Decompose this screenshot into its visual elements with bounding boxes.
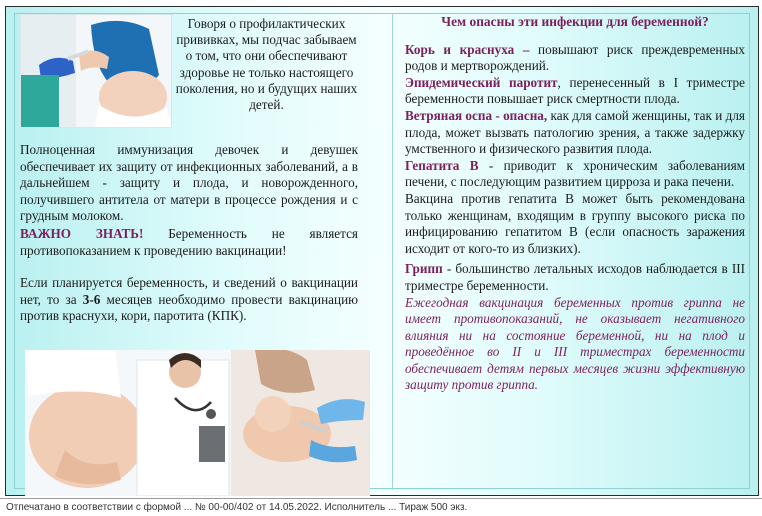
- immunization-paragraph: Полноценная иммунизация девочек и девушек обеспечивает их защиту от инфекционных заболеваний, а в дальнейшем - защиту и плода, и новорожденного, получившего антитела от матери в процессе рождения и с грудным молоком.: [20, 142, 358, 224]
- right-column: [405, 14, 745, 394]
- flu-vaccination-note: Ежегодная вакцинация беременных против гриппа не имеет противопоказаний, не оказывает негативного влияния ни на состояние беременной, ни на плод и проведённое во II и III триместрах беременности обеспечивает детям первых месяцев жизни эффективную защиту против гриппа.: [405, 294, 745, 393]
- hepatitis-paragraph: [405, 158, 745, 191]
- pregnant-woman-injection-image: [21, 15, 171, 127]
- chickenpox-label: Ветряная оспа - опасна,: [405, 107, 548, 123]
- intro-paragraph: Говоря о профилактических прививках, мы подчас забываем о том, что они обеспечивают здоровье не только настоящего поколения, но и будущих наших детей.: [175, 16, 358, 113]
- important-label: ВАЖНО ЗНАТЬ!: [20, 225, 144, 241]
- hepatitis-vaccine-paragraph: Вакцина против гепатита В может быть рекомендована только женщинам, входящим в группу высокого риска по инфицированию гепатитом В (если опасность заражения исходит от кого-то из близких).: [405, 190, 745, 256]
- plan-months: 3-6: [82, 291, 101, 307]
- intro-text: [175, 16, 358, 113]
- important-text: Беременность не является противопоказанием к проведению вакцинации!: [20, 225, 358, 258]
- mumps-label: Эпидемический паротит: [405, 74, 558, 90]
- chickenpox-paragraph: [405, 108, 745, 158]
- column-divider: [392, 13, 393, 490]
- prenatal-care-image: [25, 350, 370, 496]
- measles-label: Корь и краснуха –: [405, 41, 530, 57]
- footer-text: Отпечатано в соответствии с формой ... № 00-00/402 от 14.05.2022. Исполнитель ... Тираж 500 экз.: [6, 502, 468, 513]
- left-column-body: [20, 142, 358, 325]
- vaccination-photo: [20, 14, 172, 128]
- flu-label: Грипп: [405, 261, 443, 277]
- measles-paragraph: [405, 42, 745, 75]
- planning-paragraph: [20, 275, 358, 325]
- doctor-and-baby-photo: [25, 350, 370, 496]
- hepatitis-label: Гепатита В: [405, 157, 479, 173]
- footer-strip: [0, 498, 762, 516]
- important-paragraph: [20, 226, 358, 259]
- mumps-text: , перенесенный в I триместре беременности повышает риск смертности плода.: [405, 74, 745, 107]
- chickenpox-text: как для самой женщины, так и для плода, может вызвать патологию зрения, а также задержку умственного и физического развития плода.: [405, 107, 745, 157]
- hepatitis-text: - приводит к хроническим заболеваниям печени, с последующим развитием цирроза и рака печени.: [405, 157, 745, 190]
- flu-text: - большинство летальных исходов наблюдается в III триместре беременности.: [405, 261, 745, 293]
- measles-text: повышают риск преждевременных родов и мертворождений.: [405, 41, 745, 74]
- infections-heading: Чем опасны эти инфекции для беременной?: [441, 14, 709, 29]
- plan-text-start: Если планируется беременность, и сведений о вакцинации нет, то за: [20, 275, 358, 307]
- right-heading: [405, 14, 745, 31]
- plan-text-end: месяцев необходимо провести вакцинацию против краснухи, кори, паротита (КПК).: [20, 291, 358, 324]
- flu-paragraph: [405, 261, 745, 294]
- mumps-paragraph: [405, 75, 745, 108]
